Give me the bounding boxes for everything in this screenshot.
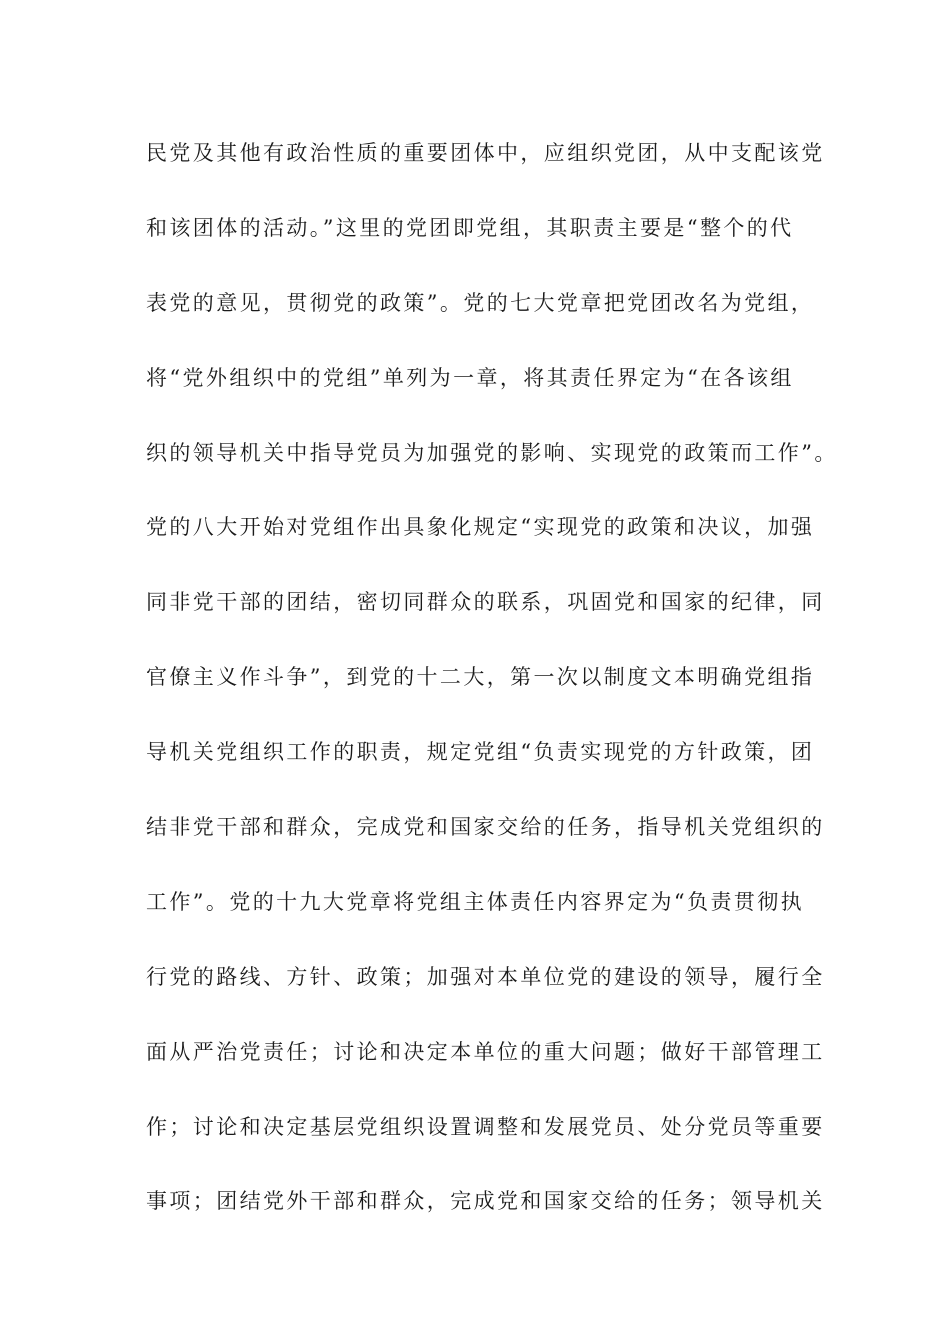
text-line-5: 织的领导机关中指导党员为加强党的影响、实现党的政策而工作”。 bbox=[146, 440, 838, 465]
text-line-9: 导机关党组织工作的职责，规定党组“负责实现党的方针政策，团 bbox=[146, 740, 815, 765]
text-line-14: 作；讨论和决定基层党组织设置调整和发展党员、处分党员等重要 bbox=[146, 1114, 825, 1139]
text-line-15: 事项；团结党外干部和群众，完成党和国家交给的任务；领导机关 bbox=[146, 1189, 825, 1214]
text-line-2: 和该团体的活动。”这里的党团即党组，其职责主要是“整个的代 bbox=[146, 215, 794, 240]
text-line-7: 同非党干部的团结，密切同群众的联系，巩固党和国家的纪律，同 bbox=[146, 590, 825, 615]
text-line-3: 表党的意见，贯彻党的政策”。党的七大党章把党团改名为党组， bbox=[146, 290, 815, 315]
text-line-11: 工作”。党的十九大党章将党组主体责任内容界定为“负责贯彻执 bbox=[146, 889, 805, 914]
text-line-6: 党的八大开始对党组作出具象化规定“实现党的政策和决议，加强 bbox=[146, 515, 815, 540]
text-line-12: 行党的路线、方针、政策；加强对本单位党的建设的领导，履行全 bbox=[146, 964, 825, 989]
text-line-8: 官僚主义作斗争”，到党的十二大，第一次以制度文本明确党组指 bbox=[146, 665, 815, 690]
body-text bbox=[146, 128, 838, 1251]
text-line-13: 面从严治党责任；讨论和决定本单位的重大问题；做好干部管理工 bbox=[146, 1039, 825, 1064]
text-line-4: 将“党外组织中的党组”单列为一章，将其责任界定为“在各该组 bbox=[146, 365, 794, 390]
text-line-10: 结非党干部和群众，完成党和国家交给的任务，指导机关党组织的 bbox=[146, 815, 825, 840]
text-line-1: 民党及其他有政治性质的重要团体中，应组织党团，从中支配该党 bbox=[146, 141, 825, 165]
